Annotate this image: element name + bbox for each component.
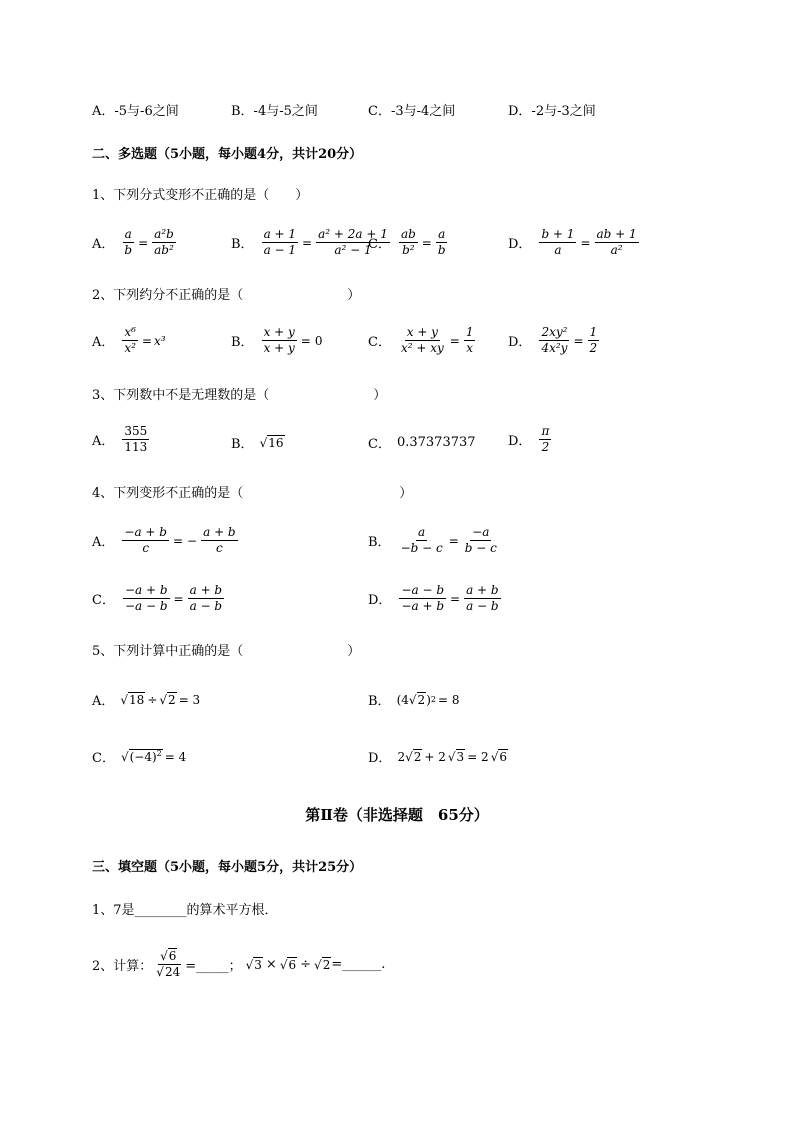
section3-heading: 三、填空题（5小题，每小题5分，共计25分） [92,860,363,875]
q3-option-d[interactable] [508,425,553,454]
sqrt: √2 [408,692,426,707]
fraction: $\frac{b + 1}{a}$ [541,227,575,257]
q3-option-a[interactable] [92,425,151,454]
question-2-stem: 2、下列约分不正确的是（ ） [92,288,361,303]
top-option-a[interactable]: A．-5与-6之间 [92,104,179,119]
option-label: C． [368,335,391,350]
option-label: B． [231,237,254,252]
question-5-stem: 5、下列计算中正确的是（ ） [92,644,361,659]
top-option-b[interactable]: B．-4与-5之间 [231,104,318,119]
fraction: $\frac{a}{-b - c}$ [400,525,443,555]
option-label: D． [508,237,532,252]
sqrt: √2 [159,692,176,707]
answer-blank-2[interactable]: =______. [331,957,386,972]
q1-option-c[interactable]: C． $\frac{ab}{\text{b²}}$ = $\frac{a}{b}$ [368,227,446,257]
q5-option-d[interactable]: D． 2 √2 + 2 √3 = 2 √6 [368,747,508,766]
option-label: A． [92,694,115,709]
section2-heading: 二、多选题（5小题，每小题4分，共计20分） [92,147,363,162]
q5-option-a[interactable]: A． √18 ÷ √2 = 3 [92,690,202,709]
option-label: D． [508,434,532,449]
q5-option-c[interactable]: C． $√(-4)^2$ = 4 [92,749,187,766]
fraction: $\frac{a + b}{a - b}$ [189,583,223,613]
q1-option-d[interactable]: D． $\frac{b + 1}{a}$ = $\frac{ab + 1}{\text{a²}}$ [508,227,637,257]
answer-blank-1[interactable]: =_____； [185,959,242,974]
q4-option-d[interactable]: D． $\frac{-a - b}{-a + b}$ = $\frac{a + b}{a - b}$ [368,583,499,613]
q2-option-c[interactable]: C． $\frac{x + y}{\text{x² + xy}}$ = $\frac{1}{x}$ [368,325,474,355]
option-label: D． [368,751,392,766]
question-3-stem: 3、下列数中不是无理数的是（ ） [92,388,387,403]
fraction: $\frac{-a}{b - c}$ [464,525,497,555]
q1-option-a[interactable]: A． $\frac{a}{b}$ = $\frac{\text{a²b}}{\text{ab²}}$ [92,227,174,257]
option-label: C． [368,237,391,252]
fraction: $\frac{\text{a²b}}{\text{ab²}}$ [154,227,174,257]
q4-option-a[interactable]: A． $\frac{-a + b}{c}$ = − $\frac{a + b}{c}$ [92,525,236,555]
option-label: D． [368,593,392,608]
option-label: A． [92,237,115,252]
fraction: $\frac{1}{x}$ [465,325,474,355]
fraction: $\frac{a + b}{c}$ [203,525,236,555]
fraction: $\frac{355}{113}$ [124,424,148,454]
option-label: C． [92,751,115,766]
sqrt: √6 [279,957,297,972]
fraction: $\frac{a}{b}$ [124,227,133,257]
q1-option-b[interactable]: B． $\frac{a + 1}{a - 1}$ = $\frac{\text{a² + 2a + 1}}{\text{a² − 1}}$ [231,227,388,257]
top-option-c[interactable]: C．-3与-4之间 [368,104,456,119]
sqrt: $√(-4)^2$ [120,749,162,764]
fraction: $\frac{1}{2}$ [589,325,598,355]
option-label: A． [92,535,115,550]
option-label: B． [368,694,391,709]
q4-option-b[interactable]: B． $\frac{a}{-b - c}$ = $\frac{-a}{b - c}$ [368,525,497,555]
fraction: $\frac{-a - b}{-a + b}$ [401,583,445,613]
sqrt: √3 [245,957,262,972]
option-label: A． [92,434,115,449]
q4-option-c[interactable]: C． $\frac{-a + b}{-a - b}$ = $\frac{a + b}{a - b}$ [92,583,223,613]
fraction: $\frac{a}{b}$ [437,227,446,257]
sqrt: √18 [120,692,145,707]
q2-option-a[interactable]: A． $\frac{\text{x⁶}}{\text{x²}}$ = x³ [92,325,166,355]
fraction: $\frac{\text{2xy²}}{\text{4x²y}}$ [541,325,568,355]
fraction: $\frac{√6}{√24}$ [156,949,181,979]
fraction: $\frac{a + b}{a - b}$ [466,583,499,613]
fill-question-1: 1、7是________的算术平方根． [92,903,278,918]
fraction: $\frac{ab + 1}{\text{a²}}$ [596,227,637,257]
top-option-d[interactable]: D．-2与-3之间 [508,104,596,119]
option-label: A． [92,335,115,350]
q3-option-c[interactable]: C． 0.37373737 [368,435,476,452]
fill-question-2: 2、计算： $\frac{√6}{√24}$ =_____； √3 × √6 ÷ √2 =______. [92,949,386,979]
fraction: $\frac{\text{x⁶}}{\text{x²}}$ [124,325,136,355]
option-label: B． [231,335,254,350]
q3-option-b[interactable] [231,433,285,452]
option-label: B． [368,535,391,550]
fraction: $\frac{x + y}{\text{x² + xy}}$ [400,325,444,355]
fraction: $\frac{-a + b}{-a - b}$ [124,583,168,613]
sqrt: √16 [259,435,284,450]
sqrt: √2 [405,749,422,764]
question-1-stem: 1、下列分式变形不正确的是（ ） [92,188,309,203]
sqrt: √6 [490,749,507,764]
option-label: D． [508,335,532,350]
fraction: $\frac{\text{a² + 2a + 1}}{\text{a² − 1}}$ [318,227,388,257]
fraction: $\frac{\pi}{2}$ [541,424,550,454]
option-label: C． [92,593,115,608]
option-label: B． [231,437,254,452]
q5-option-b[interactable]: B． (4 √2 ) 2 = 8 [368,690,461,709]
fraction: $\frac{x + y}{x + y}$ [263,325,295,355]
sqrt: √2 [314,957,331,972]
q2-option-d[interactable]: D． $\frac{\text{2xy²}}{\text{4x²y}}$ = $\frac{1}{2}$ [508,325,598,355]
fraction: $\frac{a + 1}{a - 1}$ [263,227,297,257]
q2-option-b[interactable]: B． $\frac{x + y}{x + y}$ = 0 [231,325,323,355]
option-label: C． [368,437,391,452]
sqrt: √3 [447,749,465,764]
question-4-stem: 4、下列变形不正确的是（ ） [92,486,413,501]
fraction: $\frac{ab}{\text{b²}}$ [400,227,416,257]
fraction: $\frac{-a + b}{c}$ [124,525,167,555]
part2-title: 第Ⅱ卷（非选择题 65分） [305,806,489,824]
